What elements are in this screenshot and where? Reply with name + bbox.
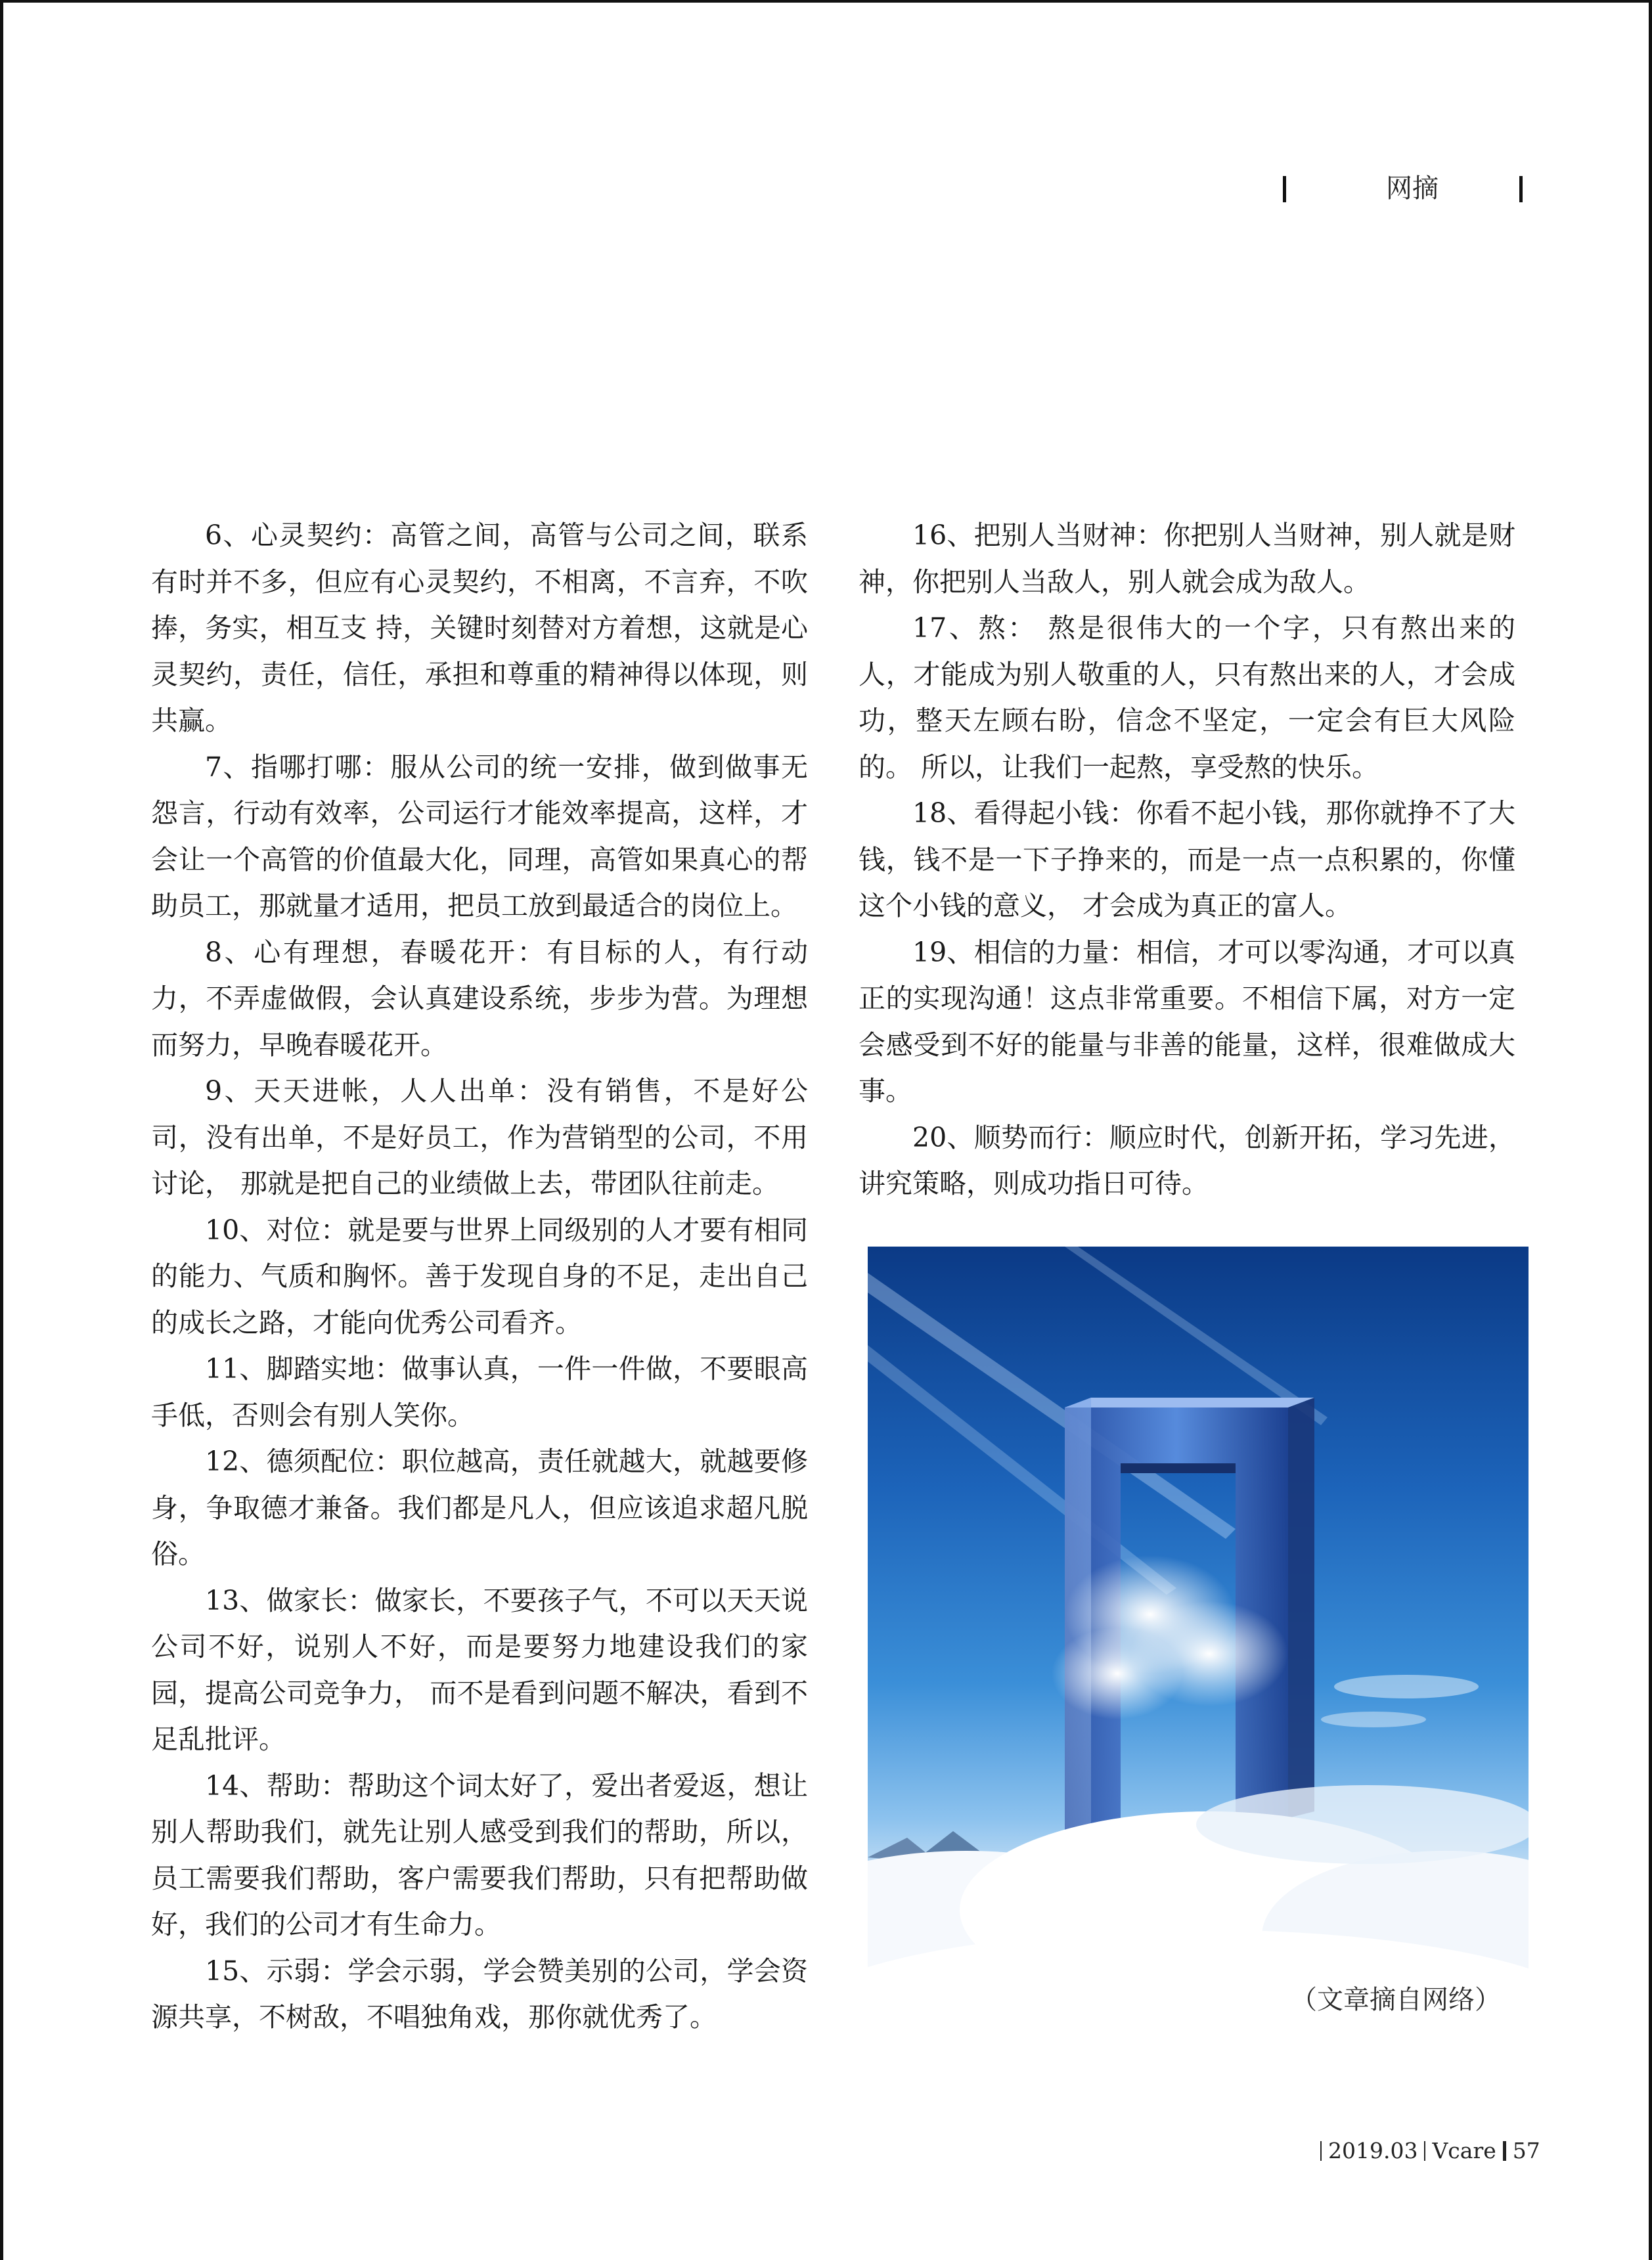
paragraph: 7、指哪打哪：服从公司的统一安排，做到做事无怨言，行动有效率，公司运行才能效率提高，这样，才会让一个高管的价值最大化，同理，高管如果真心的帮助员工，那就量才适用，把员工放到最适合的岗位上。 xyxy=(151,751,808,921)
page-number: 57 xyxy=(1512,2138,1540,2163)
paragraph: 19、相信的力量：相信，才可以零沟通，才可以真正的实现沟通！这点非常重要。不相信下属，对方一定会感受到不好的能量与非善的能量，这样，很难做成大事。 xyxy=(859,936,1515,1107)
right-article-column xyxy=(859,512,1515,1207)
image-caption: （文章摘自网络） xyxy=(1291,1985,1501,2015)
paragraph: 11、脚踏实地：做事认真，一件一件做，不要眼高手低，否则会有别人笑你。 xyxy=(151,1353,808,1431)
footer-divider xyxy=(1424,2141,1425,2161)
page-border-left xyxy=(0,0,3,2260)
paragraph: 18、看得起小钱：你看不起小钱，那你就挣不了大钱，钱不是一下子挣来的，而是一点一点积累的，你懂这个小钱的意义， 才会成为真正的富人。 xyxy=(859,797,1515,921)
paragraph: 6、心灵契约：高管之间，高管与公司之间，联系有时并不多，但应有心灵契约，不相离，不言弃，不吹捧，务实，相互支 持，关键时刻替对方着想，这就是心灵契约，责任，信任，承担和尊重的精神得以体现，则共赢。 xyxy=(151,520,808,736)
sky-gate-illustration xyxy=(868,1247,1529,2041)
paragraph: 12、德须配位：职位越高，责任就越大，就越要修身，争取德才兼备。我们都是凡人，但应该追求超凡脱俗。 xyxy=(151,1446,808,1570)
footer-divider xyxy=(1320,2141,1322,2161)
paragraph: 16、把别人当财神：你把别人当财神，别人就是财神，你把别人当敌人，别人就会成为敌人。 xyxy=(859,520,1515,598)
header-divider-right xyxy=(1519,176,1523,202)
paragraph: 20、顺势而行：顺应时代，创新开拓，学习先进，讲究策略，则成功指日可待。 xyxy=(859,1121,1515,1199)
paragraph: 13、做家长：做家长，不要孩子气，不可以天天说公司不好，说别人不好，而是要努力地建设我们的家园，提高公司竞争力， 而不是看到问题不解决，看到不足乱批评。 xyxy=(151,1584,808,1755)
sky-gate-graphic xyxy=(868,1247,1529,2041)
magazine-name: Vcare xyxy=(1432,2138,1496,2163)
paragraph: 9、天天进帐，人人出单：没有销售，不是好公司，没有出单，不是好员工，作为营销型的公司，不用讨论， 那就是把自己的业绩做上去，带团队往前走。 xyxy=(151,1075,808,1199)
section-title: 网摘 xyxy=(1386,173,1439,204)
page-footer xyxy=(1314,2138,1540,2163)
page-border-top xyxy=(0,0,1652,3)
paragraph: 14、帮助：帮助这个词太好了，爱出者爱返，想让别人帮助我们，就先让别人感受到我们的帮助，所以，员工需要我们帮助，客户需要我们帮助，只有把帮助做好，我们的公司才有生命力。 xyxy=(151,1769,808,1940)
issue-date: 2019.03 xyxy=(1328,2138,1418,2163)
page-border-right xyxy=(1649,0,1652,2260)
paragraph: 8、心有理想，春暖花开：有目标的人，有行动力，不弄虚做假，会认真建设系统，步步为营。为理想而努力，早晚春暖花开。 xyxy=(151,936,808,1061)
left-article-column xyxy=(151,512,808,2041)
paragraph: 17、熬： 熬是很伟大的一个字，只有熬出来的人，才能成为别人敬重的人，只有熬出来的人，才会成功，整天左顾右盼，信念不坚定，一定会有巨大风险的。 所以，让我们一起熬，享受熬的快乐。 xyxy=(859,612,1515,783)
paragraph: 15、示弱：学会示弱，学会赞美别的公司，学会资源共享，不树敌，不唱独角戏，那你就优秀了。 xyxy=(151,1955,808,2033)
footer-divider xyxy=(1503,2141,1506,2161)
header-divider-left xyxy=(1283,176,1286,202)
paragraph: 10、对位：就是要与世界上同级别的人才要有相同的能力、气质和胸怀。善于发现自身的不足，走出自己的成长之路，才能向优秀公司看齐。 xyxy=(151,1214,808,1339)
